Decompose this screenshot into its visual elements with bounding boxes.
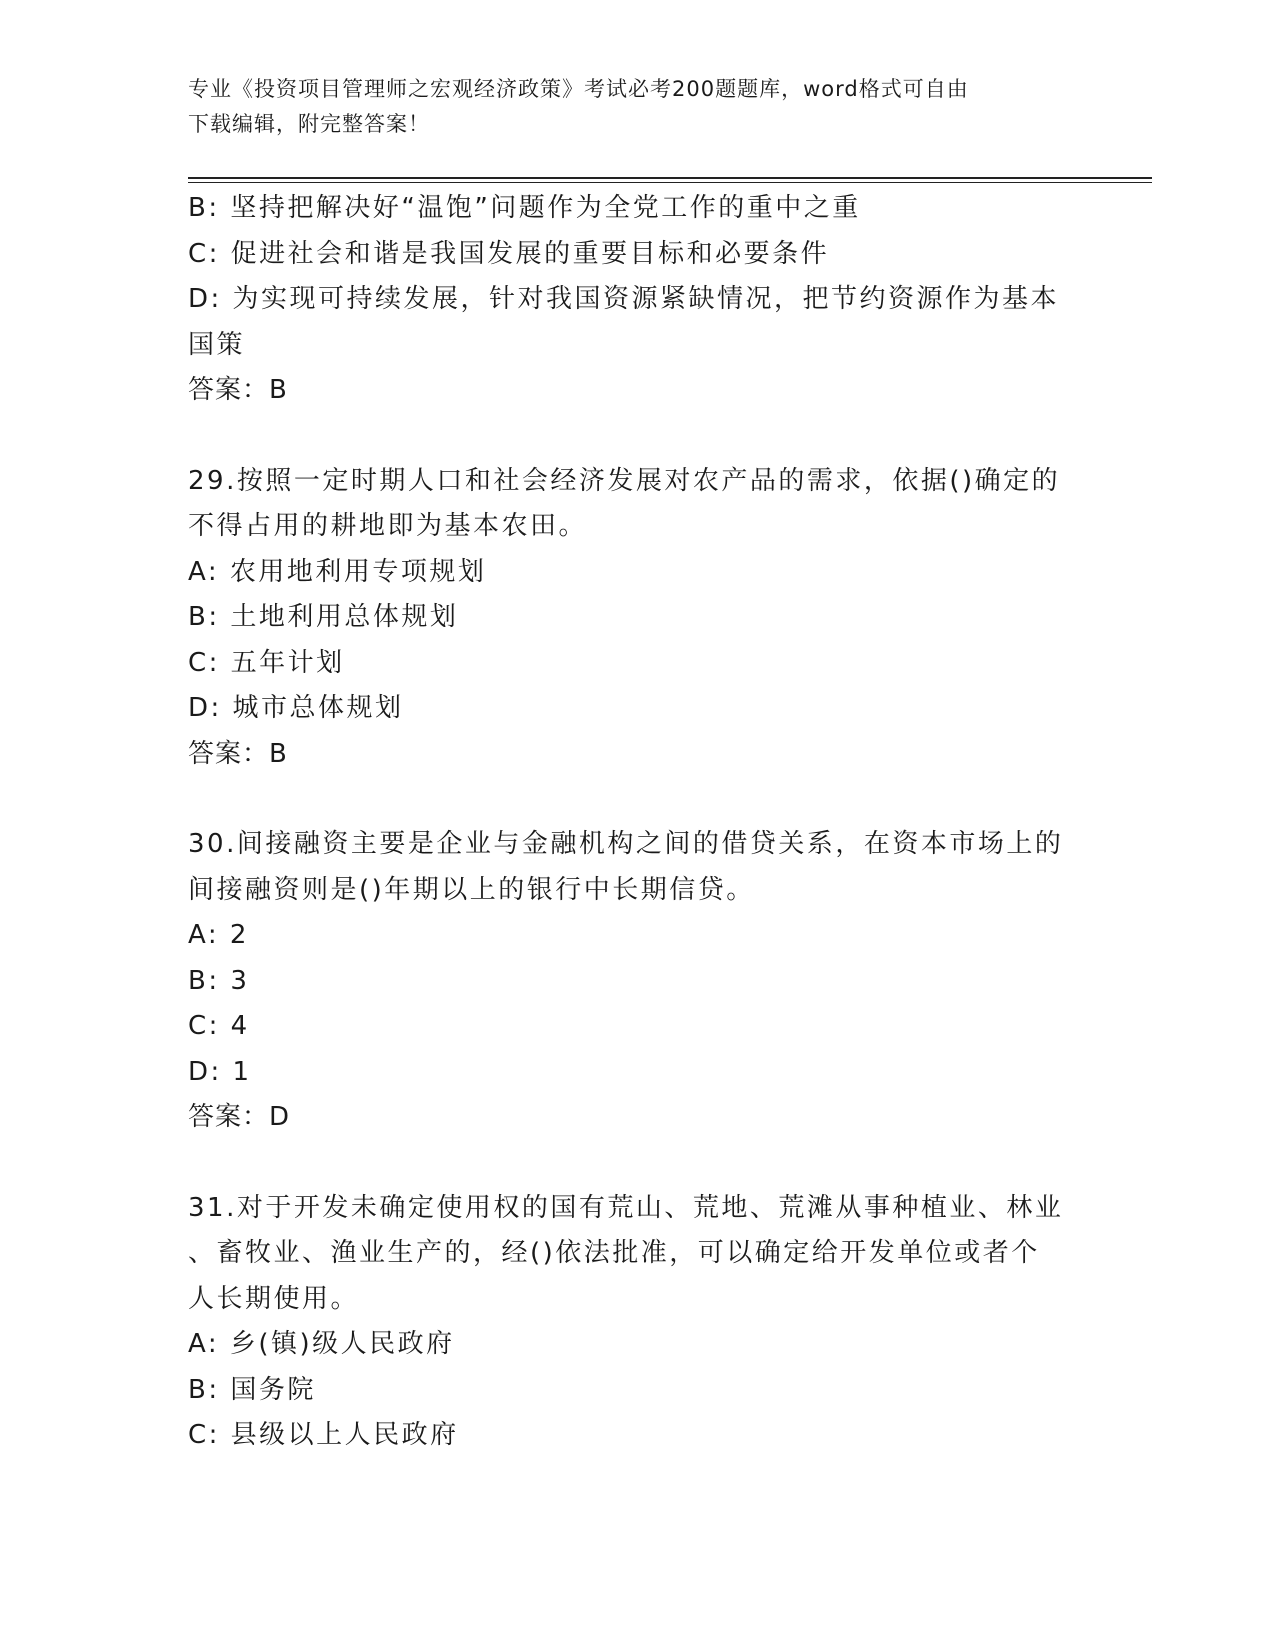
- header-line-2: 下载编辑，附完整答案！: [188, 112, 430, 136]
- option-c: C: 五年计划: [188, 647, 345, 678]
- question-stem-line-2: 、畜牧业、渔业生产的，经()依法批准，可以确定给开发单位或者个: [188, 1238, 1040, 1268]
- question-28-remainder: [188, 186, 1088, 414]
- option-c: C: 县级以上人民政府: [188, 1420, 459, 1450]
- option-c: C: 促进社会和谐是我国发展的重要目标和必要条件: [188, 238, 830, 269]
- question-31: [188, 1186, 1088, 1459]
- answer: 答案：B: [188, 738, 288, 769]
- option-d-line-1: D: 为实现可持续发展，针对我国资源紧缺情况，把节约资源作为基本: [188, 284, 1060, 314]
- question-30: [188, 822, 1088, 1141]
- question-stem-line-1: 29.按照一定时期人口和社会经济发展对农产品的需求，依据()确定的: [188, 465, 1061, 496]
- option-b: B: 土地利用总体规划: [188, 602, 459, 632]
- question-stem-line-1: 30.间接融资主要是企业与金融机构之间的借贷关系，在资本市场上的: [188, 829, 1064, 859]
- answer: 答案：D: [188, 1102, 291, 1132]
- question-stem-line-1: 31.对于开发未确定使用权的国有荒山、荒地、荒滩从事种植业、林业: [188, 1192, 1064, 1223]
- question-stem-line-2: 不得占用的耕地即为基本农田。: [188, 511, 588, 541]
- answer: 答案：B: [188, 375, 288, 405]
- option-d: D: 1: [188, 1056, 252, 1087]
- option-a: A: 农用地利用专项规划: [188, 556, 487, 587]
- option-a: A: 2: [188, 920, 249, 950]
- header-divider-thin: [188, 182, 1152, 183]
- option-d: D: 城市总体规划: [188, 693, 404, 723]
- option-c: C: 4: [188, 1011, 250, 1041]
- question-29: [188, 459, 1088, 778]
- question-stem-line-2: 间接融资则是()年期以上的银行中长期信贷。: [188, 874, 755, 905]
- option-d-line-2: 国策: [188, 329, 246, 360]
- header-divider-thick: [188, 177, 1152, 179]
- option-b: B: 国务院: [188, 1374, 316, 1405]
- question-list: [188, 186, 1088, 1459]
- option-a: A: 乡(镇)级人民政府: [188, 1329, 455, 1359]
- header-line-1: 专业《投资项目管理师之宏观经济政策》考试必考200题题库，word格式可自由: [188, 77, 969, 101]
- document-header: [188, 72, 1068, 142]
- question-stem-line-3: 人长期使用。: [188, 1283, 360, 1314]
- option-b: B: 3: [188, 965, 250, 996]
- option-b: B: 坚持把解决好“温饱”问题作为全党工作的重中之重: [188, 193, 861, 223]
